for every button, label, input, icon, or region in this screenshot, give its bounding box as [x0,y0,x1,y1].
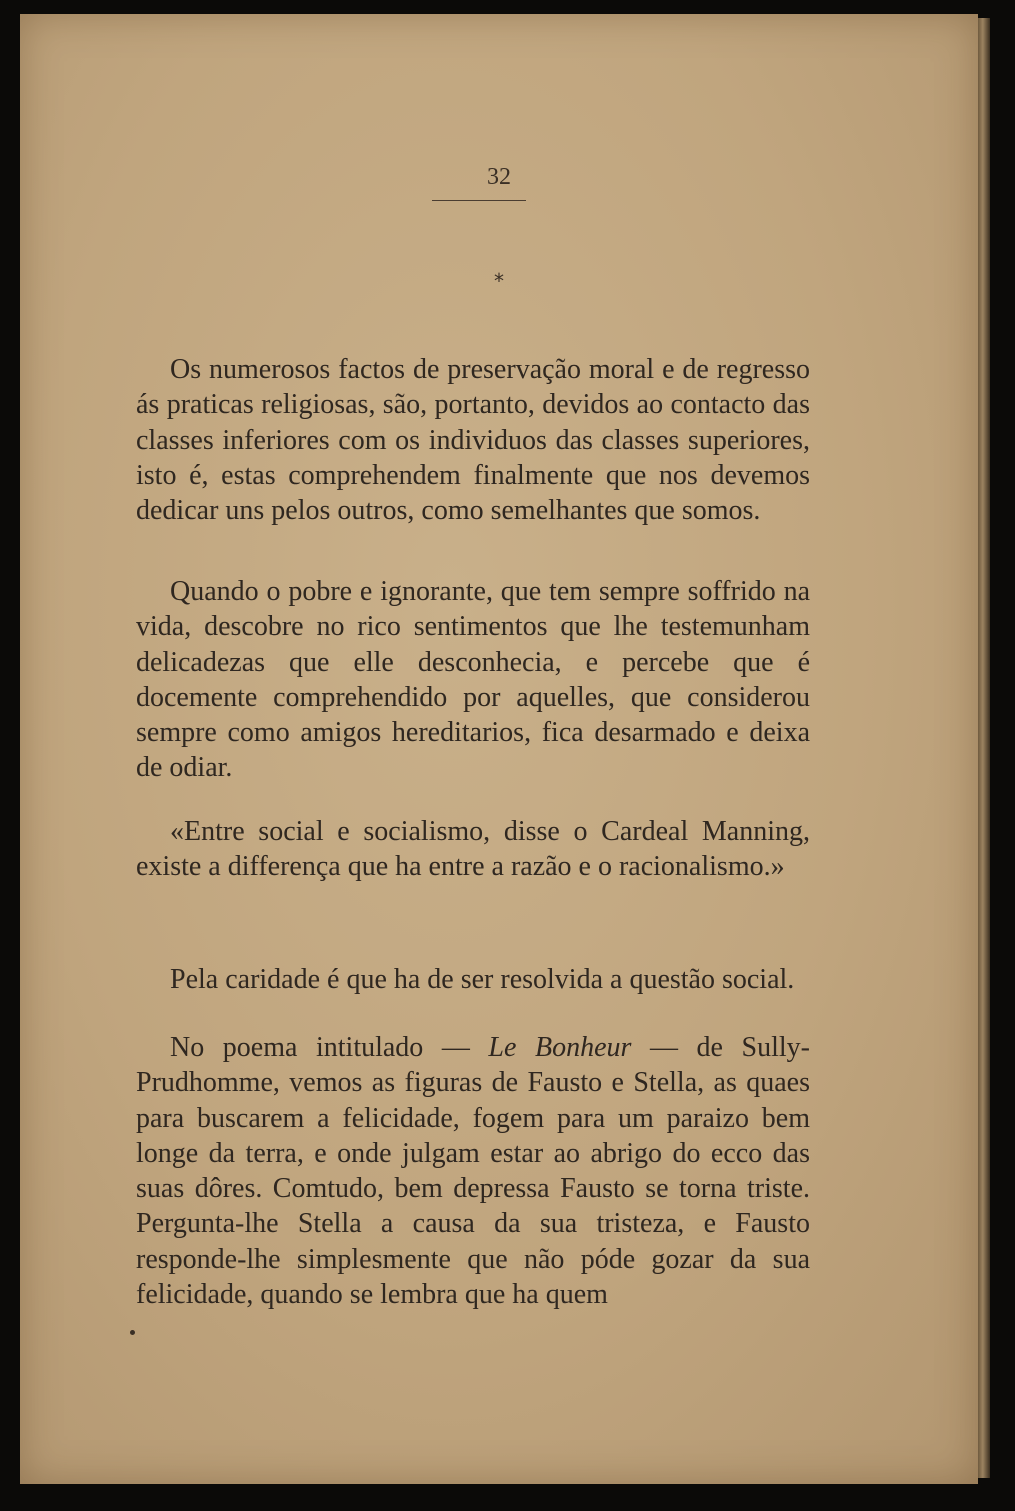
paragraph-5-text [136,1030,810,1312]
poem-title: Le Bonheur [488,1032,632,1063]
page-number: 32 [487,164,511,190]
paragraph-1 [136,352,810,528]
paragraph-4 [136,962,810,997]
paragraph-5 [136,1030,810,1312]
book-page [20,14,978,1484]
paragraph-3-text: «Entre social e socialismo, disse o Cardeal Manning, existe a differença que ha entre a razão e o racionalismo.» [136,816,810,883]
paragraph-5-rest: — de Sully-Prudhomme, vemos as figuras de Fausto e Stella, as quaes para buscarem a felicidade, fogem para um paraizo bem longe da terra, e onde julgam estar ao abrigo do ecco das suas dôres. Comtudo, bem depressa Fausto se torna triste. Pergunta-lhe Stella a causa da sua tristeza, e Fausto responde-lhe simplesmente que não póde gozar da sua felicidade, quando se lembra que ha quem [136,1032,810,1311]
paragraph-4-text: Pela caridade é que ha de ser resolvida a questão social. [170,964,795,995]
paragraph-3 [136,814,810,885]
ink-speck [130,1330,135,1335]
paragraph-1-text: Os numerosos factos de preservação moral e de regresso ás praticas religiosas, são, portanto, devidos ao contacto das classes inferiores com os individuos das classes superiores, isto é, estas comprehendem finalmente que nos devemos dedicar uns pelos outros, como semelhantes que somos. [136,354,810,527]
paragraph-5-lead: No poema intitulado — [170,1032,489,1063]
paragraph-2-text: Quando o pobre e ignorante, que tem sempre soffrido na vida, descobre no rico sentimentos que lhe testemunham delicadezas que elle desconhecia, e percebe que é docemente comprehendido por aquelles, que considerou sempre como amigos hereditarios, fica desarmado e deixa de odiar. [136,576,810,784]
section-separator: * [494,269,504,293]
paragraph-2 [136,574,810,786]
header-rule [432,200,526,201]
page-edge [978,18,990,1478]
